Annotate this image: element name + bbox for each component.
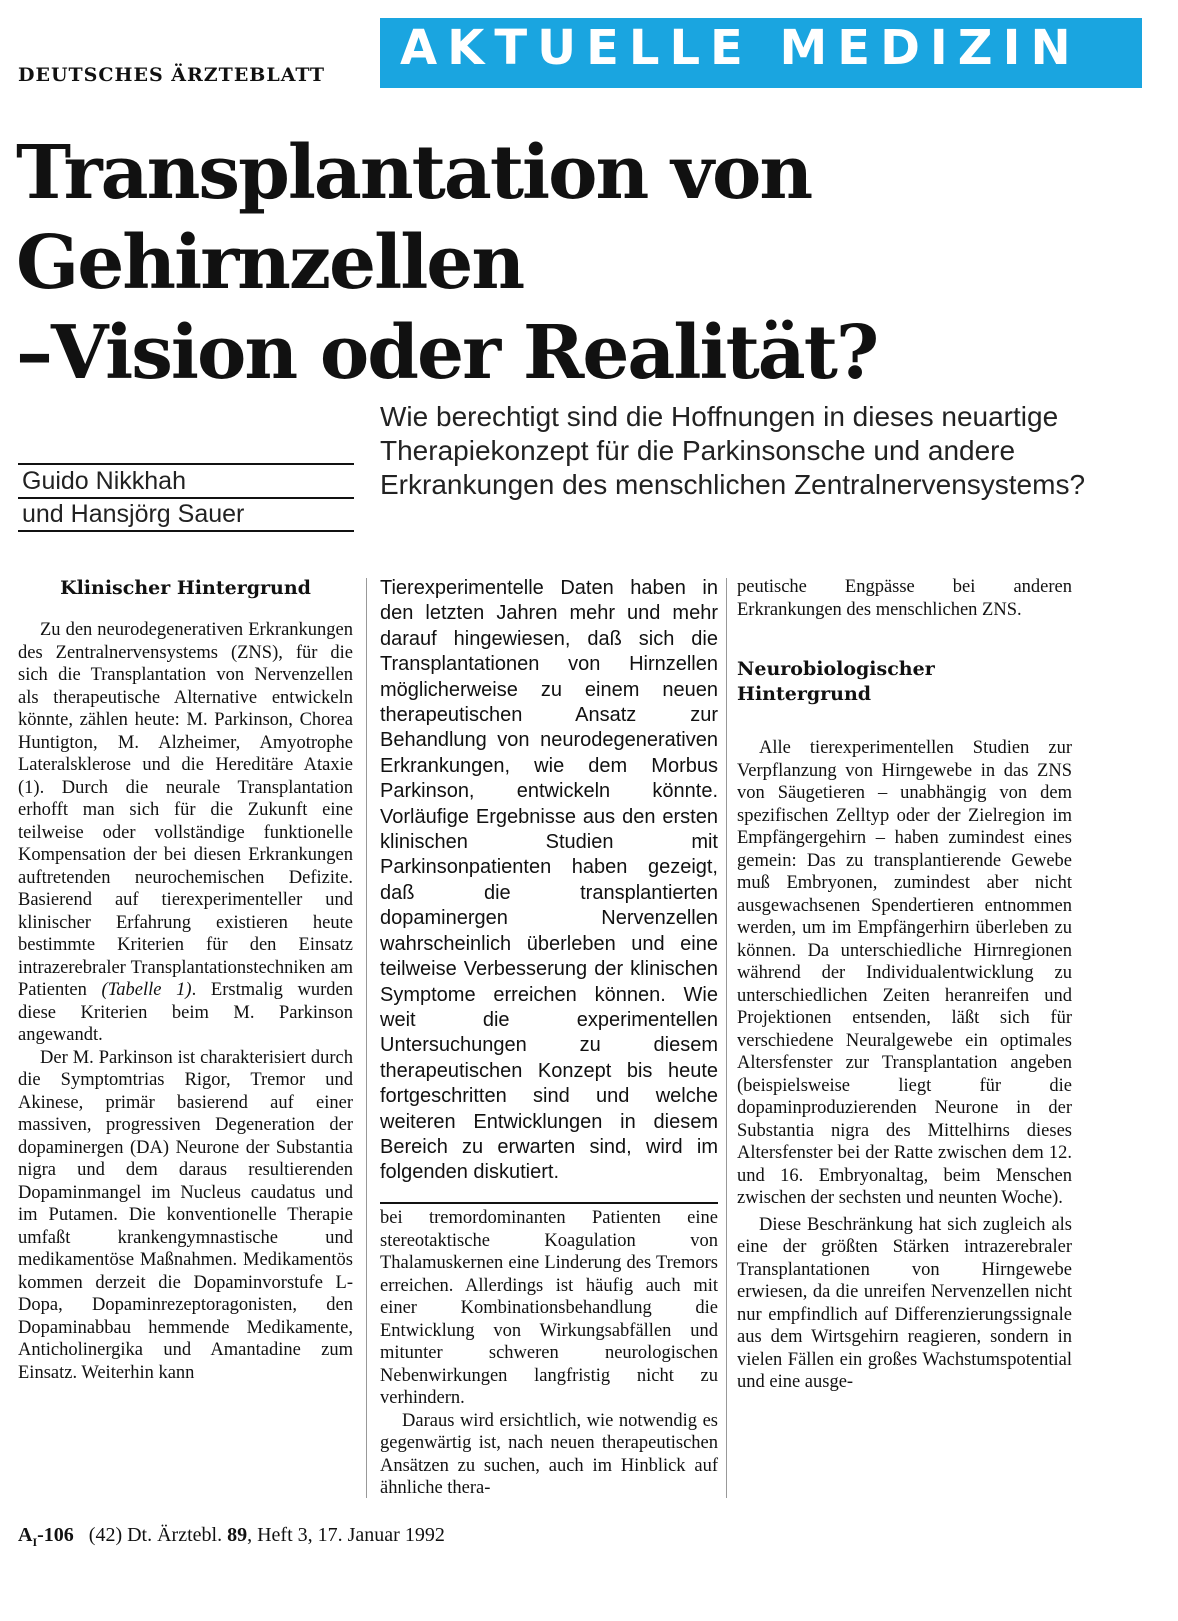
- article-title: [16, 128, 877, 398]
- heading-line-2: Hintergrund: [737, 683, 872, 705]
- col1-paragraph-1: [18, 619, 353, 1047]
- table-reference: (Tabelle 1): [101, 980, 192, 1000]
- col3-paragraph-0: peutische Engpässe bei anderen Erkrankungen des menschlichen ZNS.: [737, 577, 1072, 620]
- column-3: [737, 576, 1072, 1394]
- column-2-summary: [380, 576, 718, 1186]
- section-heading-neurobiologisch: [737, 657, 1072, 707]
- citation: (42) Dt. Ärztebl.: [88, 1524, 223, 1546]
- issue-date: , Heft 3, 17. Januar 1992: [247, 1524, 445, 1546]
- title-line-1: Transplantation von: [16, 130, 812, 216]
- page-footer: [18, 1524, 445, 1550]
- journal-name: DEUTSCHES ÄRZTEBLATT: [18, 64, 326, 86]
- page-number: $A_I-106$: [18, 1524, 74, 1549]
- section-banner-label: AKTUELLE MEDIZIN: [400, 20, 1081, 76]
- author-rule-bottom: [18, 530, 354, 532]
- article-subtitle: Wie berechtigt sind die Hoffnungen in dieses neuartige Therapiekonzept für die Parkinsonsche und andere Erkrankungen des menschlichen Zentralnervensystems?: [380, 401, 1086, 500]
- summary-separator: [380, 1202, 718, 1204]
- author-rule-top: [18, 463, 354, 465]
- author-rule-middle: [18, 497, 354, 499]
- column-divider-2: [726, 578, 727, 1498]
- col1-paragraph-2: Der M. Parkinson ist charakterisiert durch die Symptomtrias Rigor, Tremor und Akinese, primär basierend auf einer massiven, progressiven Degeneration der dopaminergen (DA) Neurone der Substantia nigra und dem daraus resultierenden Dopaminmangel im Nucleus caudatus und im Putamen. Die konventionelle Therapie umfaßt krankengymnastische und medikamentöse Maßnahmen. Medikamentös kommen derzeit die Dopaminvorstufe L-Dopa, Dopaminrezeptoragonisten, den Dopaminabbau hemmende Medikamente, Anticholinergika und Amantadine zum Einsatz. Weiterhin kann: [18, 1047, 353, 1383]
- section-heading-klinisch: Klinischer Hintergrund: [60, 577, 311, 599]
- title-line-2: Gehirnzellen: [16, 220, 524, 306]
- author-2: und Hansjörg Sauer: [22, 500, 245, 528]
- column-2: [380, 1207, 718, 1500]
- col1-p1-end: . Erstmalig wurden diese Kriterien beim M. Parkinson angewandt.: [18, 980, 353, 1045]
- col1-p1-text: Zu den neurodegenerativen Erkrankungen des Zentralnervensystems (ZNS), für die sich die Transplantation von Nervenzellen als therapeutische Alternative entwickeln könnte, zählen heute: M. Parkinson, Chorea Huntigton, M. Alzheimer, Amyotrophe Lateralsklerose und die Hereditäre Ataxie (1). Durch die neurale Transplantation erhofft man sich für die Zukunft eine teilweise oder vollständige funktionelle Kompensation der bei diesen Erkrankungen auftretenden neurochemischen Defizite. Basierend auf tierexperimenteller und klinischer Erfahrung existieren heute bestimmte Kriterien für den Einsatz intrazerebraler Transplantationstechniken am Patienten: [18, 620, 353, 1000]
- volume: 89: [227, 1524, 248, 1546]
- col2-summary-text: Tierexperimentelle Daten haben in den letzten Jahren mehr und mehr darauf hingewiesen, daß sich die Transplantationen von Hirnzellen möglicherweise zu einem neuen therapeutischen Ansatz zur Behandlung von neurodegenerativen Erkrankungen, wie dem Morbus Parkinson, entwickeln könnte. Vorläufige Ergebnisse aus den ersten klinischen Studien mit Parkinsonpatienten haben gezeigt, daß die transplantierten dopaminergen Nervenzellen wahrscheinlich überleben und eine teilweise Verbesserung der klinischen Symptome erreichen können. Wie weit die experimentellen Untersuchungen zu diesem therapeutischen Konzept bis heute fortgeschritten sind und welche weiteren Entwicklungen in diesem Bereich zu erwarten sind, wird im folgenden diskutiert.: [380, 577, 718, 1184]
- column-1: [18, 576, 353, 1384]
- col3-paragraph-2: Diese Beschränkung hat sich zugleich als eine der größten Stärken intrazerebraler Transplantationen von Hirngewebe erwiesen, da die unreifen Nervenzellen nicht nur empfindlich auf Differenzierungssignale aus dem Wirtsgehirn reagieren, sondern in vielen Fällen ein großes Wachstumspotential und eine ausge-: [737, 1214, 1072, 1392]
- title-line-3: –Vision oder Realität?: [16, 310, 878, 396]
- author-1: Guido Nikkhah: [22, 467, 186, 495]
- column-divider-1: [366, 578, 367, 1498]
- heading-line-1: Neurobiologischer: [737, 658, 935, 680]
- col2-paragraph-2: Daraus wird ersichtlich, wie notwendig es gegenwärtig ist, nach neuen therapeutischen Ansätzen zu suchen, auch im Hinblick auf ähnliche thera-: [380, 1410, 718, 1498]
- col3-paragraph-1: Alle tierexperimentellen Studien zur Verpflanzung von Hirngewebe in das ZNS von Säugetieren – unabhängig von dem spezifischen Zelltyp oder der Zielregion im Empfängergehirn – haben zumindest eines gemein: Das zu transplantierende Gewebe muß Embryonen, zumindest aber nicht ausgewachsenen Spendertieren entnommen werden, um im Empfängerhirn überleben zu können. Da unterschiedliche Hirnregionen während der Individualentwicklung zu unterschiedlichen Zeiten heranreifen und Projektionen entsenden, läßt sich für verschiedene Neuralgewebe ein optimales Altersfenster zur Transplantation angeben (beispielsweise liegt für die dopaminproduzierenden Neurone in der Substantia nigra des Mittelhirns dieses Altersfenster bei der Ratte zwischen dem 12. und 16. Embryonaltag, beim Menschen zwischen der sechsten und neunten Woche).: [737, 738, 1072, 1208]
- col2-paragraph-1: bei tremordominanten Patienten eine stereotaktische Koagulation von Thalamuskernen eine Linderung des Tremors erreichen. Allerdings ist häufig auch mit einer Kombinationsbehandlung die Entwicklung von Wirkungsabfällen und mitunter schweren neurologischen Nebenwirkungen langfristig nicht zu verhindern.: [380, 1208, 718, 1408]
